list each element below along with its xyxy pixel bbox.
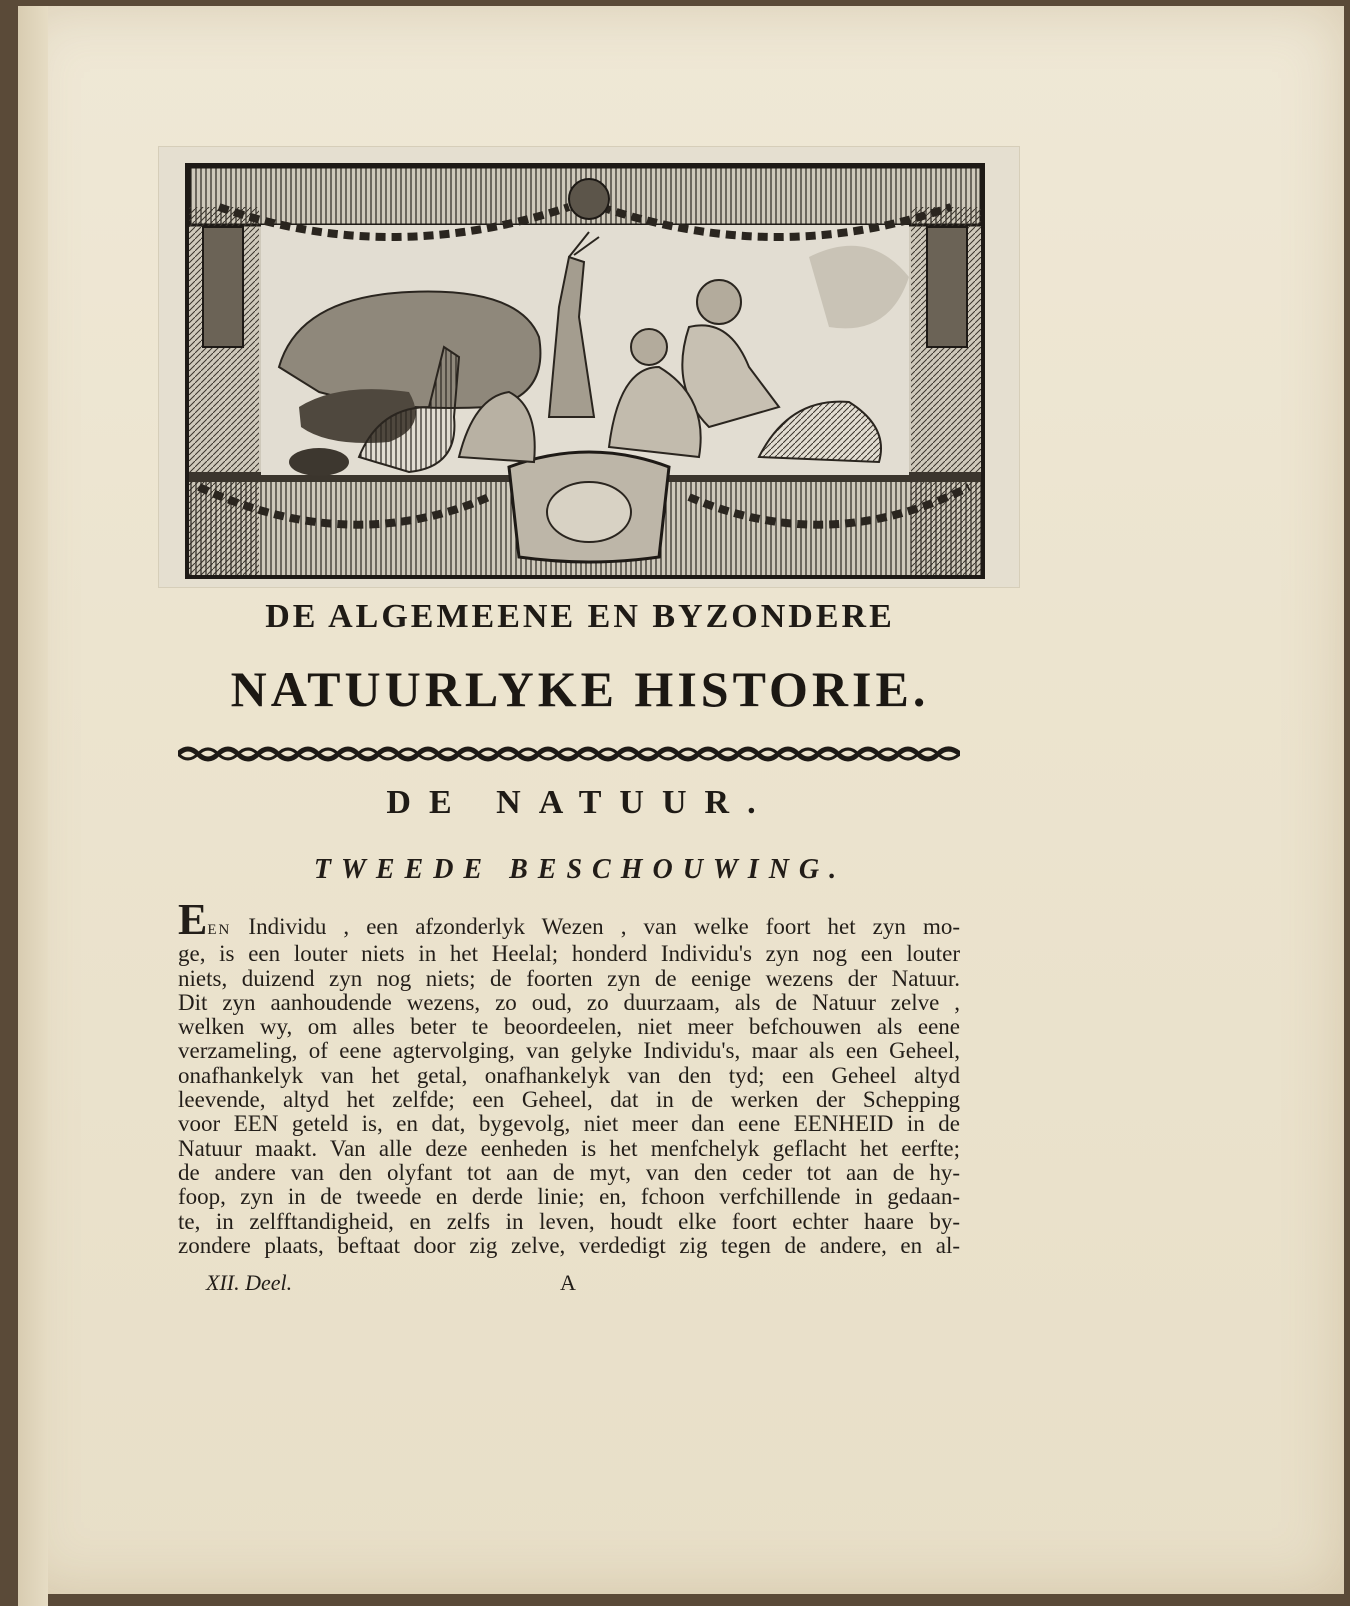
title-line-1: DE ALGEMEENE EN BYZONDERE — [265, 598, 895, 635]
body-line-2: ge, is een louter niets in het Heelal; honderd Individu's zyn nog een louter — [178, 941, 960, 967]
body-line-4: Dit zyn aanhoudende wezens, zo oud, zo duurzaam, als de Natuur zelve , — [178, 989, 960, 1015]
first-word-rest: EN — [207, 922, 232, 938]
subsection-title: TWEEDE BESCHOUWING. — [313, 854, 847, 885]
footer-volume: XII. Deel. — [206, 1270, 293, 1295]
body-line-9: voor EEN geteld is, en dat, bygevolg, niet meer dan eene EENHEID in de — [178, 1111, 960, 1137]
body-line-6: verzameling, of eene agtervolging, van gelyke Individu's, maar als een Geheel, — [178, 1038, 960, 1064]
page-footer — [178, 1270, 960, 1300]
body-text — [178, 895, 960, 1258]
body-line-12: foop, zyn in de tweede en derde linie; en, fchoon verfchillende in gedaan- — [178, 1184, 960, 1210]
drop-cap: E — [178, 895, 208, 944]
title-line-2: NATUURLYKE HISTORIE. — [230, 661, 930, 717]
section-title: DE NATUUR. — [386, 784, 774, 821]
body-line-13: te, in zelfftandigheid, en zelfs in leven, houdt elke foort echter haare by- — [178, 1208, 960, 1234]
body-line-11: de andere van den olyfant tot aan de myt, van den ceder tot aan de hy- — [178, 1159, 960, 1185]
engraving-plate — [158, 146, 1020, 588]
body-line-8: leevende, altyd het zelfde; een Geheel, dat in de werken der Schepping — [178, 1087, 960, 1113]
body-line-10: Natuur maakt. Van alle deze eenheden is het menfchelyk geflacht het eerfte; — [178, 1135, 960, 1161]
body-line-5: welken wy, om alles beter te beoordeelen, niet meer befchouwen als eene — [178, 1014, 960, 1040]
body-line-14: zondere plaats, beftaat door zig zelve, verdedigt zig tegen de andere, en al- — [178, 1232, 960, 1258]
headpiece-engraving — [185, 163, 985, 579]
footer-signature: A — [560, 1270, 576, 1295]
body-line-3: niets, duizend zyn nog niets; de foorten zyn de eenige wezens der Natuur. — [178, 965, 960, 991]
engraving-illustration — [189, 167, 981, 575]
body-line-7: onafhankelyk van het getal, onafhankelyk van den tyd; een Geheel altyd — [178, 1062, 960, 1088]
ornamental-divider — [178, 744, 960, 764]
body-line-1-text: Individu , een afzonderlyk Wezen , van welke foort het zyn mo- — [231, 914, 960, 939]
body-line-1 — [178, 895, 960, 944]
